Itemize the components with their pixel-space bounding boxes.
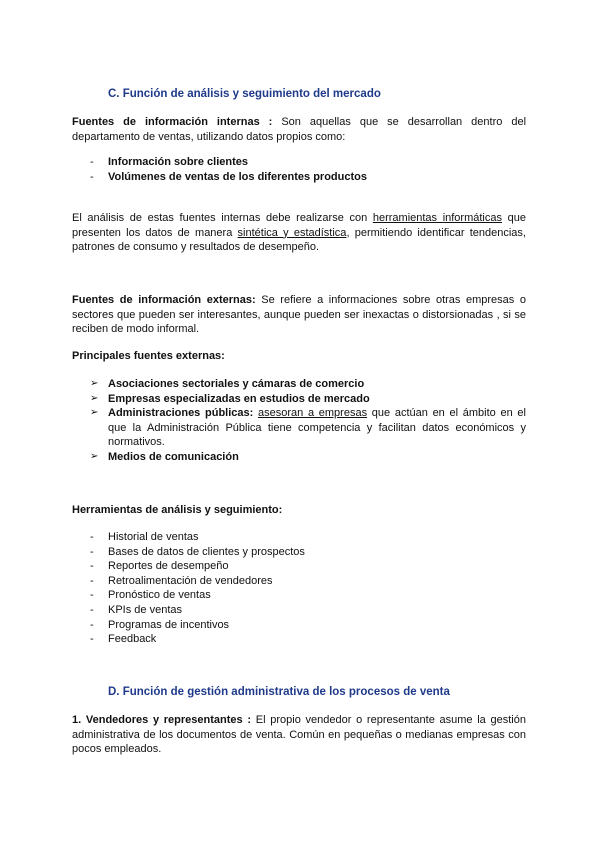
list-item: - Reportes de desempeño <box>90 560 229 573</box>
sintetica-link[interactable]: sintética y estadística <box>237 226 347 239</box>
external-sources-list <box>72 377 526 464</box>
main-external-title: Principales fuentes externas: <box>72 350 225 362</box>
list-item: - Información sobre clientes <box>90 156 248 168</box>
list-item: - Historial de ventas <box>90 531 199 543</box>
tools-title: Herramientas de análisis y seguimiento: <box>72 504 283 516</box>
arrow-bullet-icon: ➢ <box>90 450 99 462</box>
arrow-bullet-icon: ➢ <box>90 392 99 404</box>
internal-sources-text: Son aquellas que se desarrollan dentro del departamento de ventas, utilizando datos propios como: <box>72 116 527 143</box>
list-item: ➢ Asociaciones sectoriales y cámaras de comercio <box>90 378 365 390</box>
list-item: - Volúmenes de ventas de los diferentes productos <box>90 170 367 183</box>
list-item: - Bases de datos de clientes y prospectos <box>90 545 305 558</box>
internal-sources-list <box>72 155 526 184</box>
vendedores-paragraph <box>72 713 526 757</box>
list-item: ➢ Empresas especializadas en estudios de mercado <box>90 392 370 405</box>
analysis-paragraph: El análisis de estas fuentes internas debe realizarse con herramientas informáticas que presenten los datos de manera sintética y estadística, permitiendo identificar tendencias, patrones de consumo y resultados de desempeño. <box>72 212 526 253</box>
external-sources-text: Se refiere a informaciones sobre otras empresas o sectores que pueden ser interesantes, aunque pueden ser inexactas o distorsionadas , si se reciben de modo informal. <box>72 294 527 335</box>
list-item: - Feedback <box>90 633 157 646</box>
list-item: - Programas de incentivos <box>90 618 230 631</box>
list-item: - KPIs de ventas <box>90 603 182 616</box>
external-sources-label: Fuentes de información externas: <box>72 294 256 306</box>
external-sources-paragraph <box>72 293 526 337</box>
arrow-bullet-icon: ➢ <box>90 407 99 418</box>
section-d-heading: D. Función de gestión administrativa de los procesos de venta <box>108 686 450 698</box>
asesoran-link[interactable]: asesoran a empresas <box>258 407 368 419</box>
herramientas-link[interactable]: herramientas informáticas <box>372 212 502 224</box>
list-item: - Pronóstico de ventas <box>90 589 211 602</box>
internal-sources-paragraph <box>72 115 526 144</box>
list-item: ➢ Administraciones públicas: asesoran a empresas que actúan en el ámbito en el que la Administración Pública tiene competencia y facilitan datos económicos y normativos. <box>90 407 526 448</box>
internal-sources-label: Fuentes de información internas : <box>72 116 273 128</box>
vendedores-text: El propio vendedor o representante asume la gestión administrativa de los documentos de venta. Común en pequeñas o medianas empresas con pocos empleados. <box>72 714 526 755</box>
list-item: - Retroalimentación de vendedores <box>90 574 273 587</box>
arrow-bullet-icon: ➢ <box>90 378 99 389</box>
list-item: ➢ Medios de comunicación <box>90 450 239 463</box>
tools-list <box>72 530 526 647</box>
section-c-heading: C. Función de análisis y seguimiento del mercado <box>108 88 381 100</box>
vendedores-label: 1. Vendedores y representantes : <box>72 714 252 726</box>
